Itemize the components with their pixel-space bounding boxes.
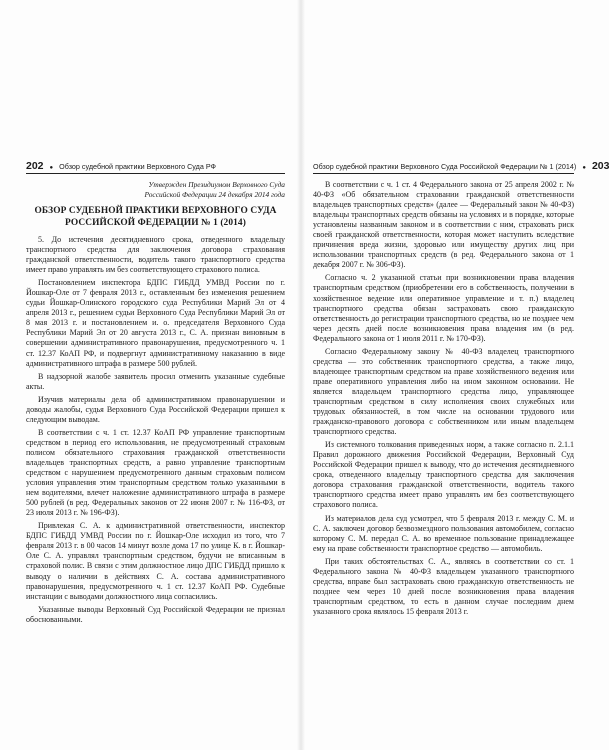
title-line-1: ОБЗОР СУДЕБНОЙ ПРАКТИКИ ВЕРХОВНОГО СУДА (34, 206, 277, 216)
paragraph: Из системного толкования приведенных норм, а также согласно п. 2.1.1 Правил дорожного движения Российской Федерации, Верховный Суд Российской Федерации пришел к выводу, что до истечения десятидневного срока, отведенного владельцу транспортного средства для заключения договора страхования гражданской ответственности, водитель такого транспортного средства имеет право управлять им без соответствующего страхового полиса. (313, 440, 574, 510)
paragraph: В соответствии с ч. 1 ст. 4 Федерального закона от 25 апреля 2002 г. № 40-ФЗ «Об обязательном страховании гражданской ответственности владельцев транспортных средств» (далее — Федеральный закон № 40-ФЗ) владельцы транспортных средств обязаны на условиях и в порядке, которые установлены названным законом и в соответствии с ним, страховать риск своей гражданской ответственности, которая может наступить вследствие причинения вреда жизни, здоровью или имуществу других лиц при использовании транспортных средств (в ред. Федерального закона от 1 декабря 2007 г. № 306-ФЗ). (313, 180, 574, 270)
left-page-number: 202 (26, 160, 44, 172)
left-running-header (26, 160, 285, 174)
left-page (0, 0, 297, 750)
paragraph: Постановлением инспектора БДПС ГИБДД УМВД России по г. Йошкар-Оле от 7 февраля 2013 г., оставленным без изменения решением судьи Йошкар-Олинского городского суда Республики Марий Эл от 4 апреля 2013 г., решением судьи Верховного Суда Республики Марий Эл от 8 мая 2013 г. и постановлением и. о. председателя Верховного Суда Республики Марий Эл от 20 августа 2013 г., С. А. признан виновным в совершении административного правонарушения, предусмотренного ч. 1 ст. 12.37 КоАП РФ, и подвергнут административному наказанию в виде административного штрафа в размере 500 рублей. (26, 278, 285, 368)
book-gutter (297, 0, 305, 750)
right-running-header (313, 160, 609, 174)
paragraph: Указанные выводы Верховный Суд Российской Федерации не признал обоснованными. (26, 604, 285, 624)
title-line-2: РОССИЙСКОЙ ФЕДЕРАЦИИ № 1 (2014) (65, 217, 246, 228)
paragraph: Из материалов дела суд усмотрел, что 5 февраля 2013 г. между С. М. и С. А. заключен договор безвозмездного пользования автомобилем, согласно которому С. М. передал С. А. во временное пользование принадлежащее ему на праве собственности транспортное средство — автомобиль. (313, 513, 574, 553)
paragraph: Привлекая С. А. к административной ответственности, инспектор БДПС ГИБДД УМВД России по г. Йошкар-Оле исходил из того, что 7 февраля 2013 г. в 00 часов 14 минут возле дома 17 по улице К. в г. Йошкар-Оле С. А. управлял транспортным средством, будучи не вписанным в страховой полис. В связи с этим должностное лицо ДПС ГИБДД пришло к выводу о наличии в действиях С. А. состава административного правонарушения, предусмотренного ч. 1 ст. 12.37 КоАП РФ. Судебные инстанции с выводами должностного лица согласились. (26, 521, 285, 601)
paragraph: 5. До истечения десятидневного срока, отведенного владельцу транспортного средства для заключения договора страхования гражданской ответственности, водитель такого транспортного средства имеет право управлять им без соответствующего страхового полиса. (26, 235, 285, 275)
left-body (26, 180, 285, 625)
paragraph: Изучив материалы дела об административном правонарушении и доводы жалобы, судья Верховного Суда Российской Федерации пришел к следующим выводам. (26, 394, 285, 424)
right-page (305, 0, 609, 750)
left-running-title: Обзор судебной практики Верховного Суда РФ (59, 162, 217, 171)
right-running-title: Обзор судебной практики Верховного Суда Российской Федерации № 1 (2014) (313, 162, 577, 171)
bullet-icon: ● (582, 165, 586, 171)
approval-line-1: Утвержден Президиумом Верховного Суда (148, 180, 285, 189)
paragraph: Согласно Федеральному закону № 40-ФЗ владелец транспортного средства — это собственник транспортного средства, а также лицо, владеющее транспортным средством на праве хозяйственного ведения или праве оперативного управления либо на ином законном основании. Не является владельцем транспортного средства лицо, управляющее транспортным средством в силу исполнения своих служебных или трудовых обязанностей, в том числе на основании трудового или гражданско-правового договора с собственником или иным владельцем транспортного средства. (313, 346, 574, 437)
paragraph: В соответствии с ч. 1 ст. 12.37 КоАП РФ управление транспортным средством в период его использования, не предусмотренный страховым полисом обязательного страхования гражданской ответственности владельцев транспортных средств, а равно управление транспортным средством с нарушением предусмотренного данным страховым полисом условия управления этим транспортным средством только указанными в нем водителями, влечет наложение административного штрафа в размере 500 рублей (в ред. Федеральных законов от 22 июня 2007 г. № 116-ФЗ, от 23 июля 2013 г. № 196-ФЗ). (26, 427, 285, 518)
paragraph: При таких обстоятельствах С. А., являясь в соответствии со ст. 1 Федерального закона № 40-ФЗ владельцем указанного транспортного средства, вправе был застраховать свою гражданскую ответственность не позднее чем через 10 дней после возникновения права владения транспортным средством, то есть в данном случае последним днем указанного срока являлось 15 февраля 2013 г. (313, 556, 574, 616)
document-title (26, 206, 285, 229)
paragraph: В надзорной жалобе заявитель просил отменить указанные судебные акты. (26, 371, 285, 391)
approval-line-2: Российской Федерации 24 декабря 2014 года (144, 190, 285, 199)
right-body (313, 180, 574, 617)
approval-note (26, 180, 285, 200)
bullet-icon: ● (49, 165, 54, 171)
paragraph: Согласно ч. 2 указанной статьи при возникновении права владения транспортным средством (приобретении его в собственность, получении в хозяйственное ведение или оперативное управление и т. п.) владелец транспортного средства обязан застраховать свою гражданскую ответственность до регистрации транспортного средства, но не позднее чем через десять дней после возникновения права владения им (в ред. Федерального закона от 1 июля 2011 г. № 170-ФЗ). (313, 273, 574, 343)
right-page-number: 203 (591, 160, 609, 172)
